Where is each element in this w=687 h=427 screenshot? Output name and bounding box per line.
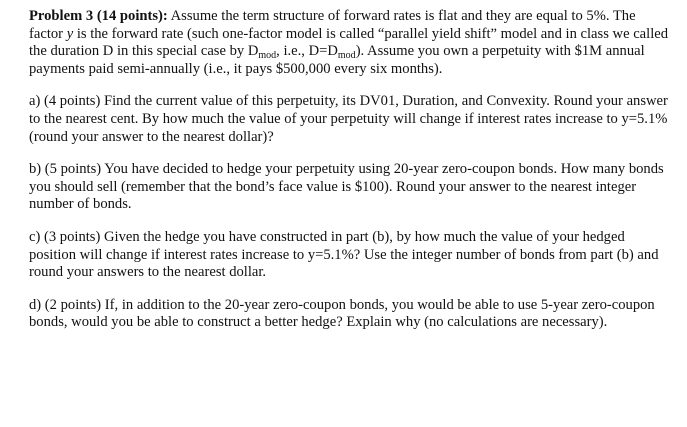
intro-text-2: is the forward rate (such one-factor model is called “parallel yield shift” model and in class we called the duration D in this special case by D (29, 25, 669, 60)
intro-text-4: ). Assume you own a perpetuity with $1M annual payments paid semi-annually (i.e., it pays $500,000 every six months). (29, 43, 645, 77)
part-b: b) (5 points) You have decided to hedge your perpetuity using 20-year zero-coupon bonds. How many bonds you should sell (remember that the bond’s face value is $100). Round your answer to the nearest integer number of bonds. (29, 161, 664, 213)
intro-text-3: , i.e., D=D (276, 43, 338, 60)
problem-heading: Problem 3 (14 points): (29, 8, 168, 24)
part-a: a) (4 points) Find the current value of this perpetuity, its DV01, Duration, and Convexity. Round your answer to the nearest cent. By how much the value of your perpetuity will change if interest rates increase to y=5.1% (round your answer to the nearest dollar)? (29, 93, 668, 145)
factor-variable: y (66, 25, 74, 42)
problem-intro (29, 8, 669, 78)
part-c: c) (3 points) Given the hedge you have constructed in part (b), by how much the value of your hedged position will change if interest rates increase to y=5.1%? Use the integer number of bonds from part (b) and round your answers to the nearest dollar. (29, 228, 659, 281)
intro-text-1: Assume the term structure of forward rates is flat and they are equal to 5%. The factor (29, 8, 636, 42)
mod-subscript-1: mod (258, 50, 277, 62)
mod-subscript-2: mod (337, 50, 356, 62)
part-d: d) (2 points) If, in addition to the 20-year zero-coupon bonds, you would be able to use 5-year zero-coupon bonds, would you be able to construct a better hedge? Explain why (no calculations are necessary). (29, 296, 655, 331)
problem-document (29, 8, 669, 332)
